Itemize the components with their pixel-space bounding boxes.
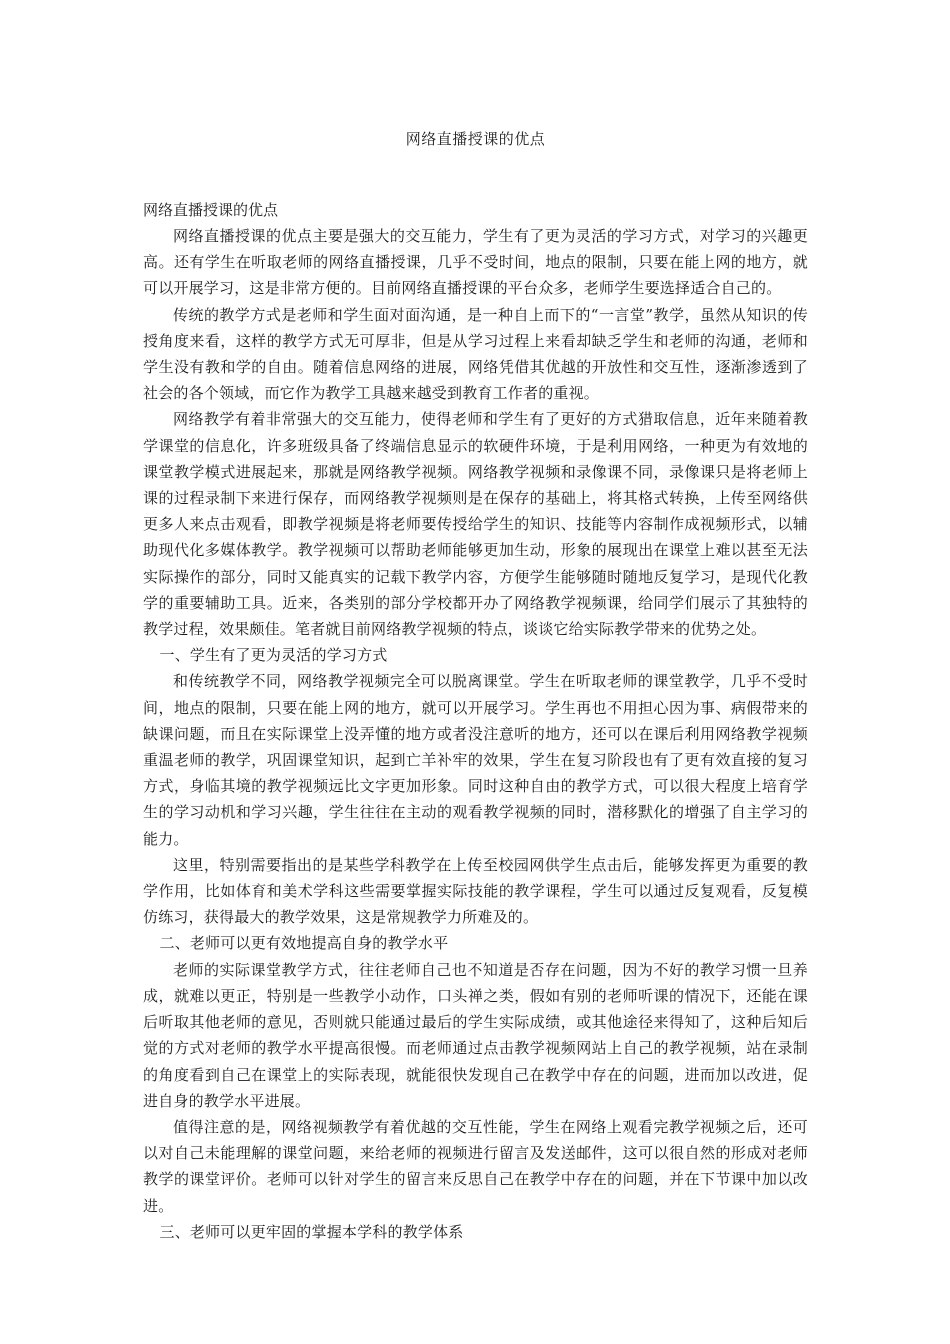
section-heading: 三、老师可以更牢固的掌握本学科的教学体系 bbox=[159, 1222, 464, 1241]
paragraph: 值得注意的是，网络视频教学有着优越的交互性能，学生在网络上观看完教学视频之后，还可以对自己未能理解的课堂问题，来给老师的视频进行留言及发送邮件，这可以很自然的形成对老师教学的课堂评价。老师可以针对学生的留言来反思自己在教学中存在的问题，并在下节课中加以改进。 bbox=[143, 1117, 808, 1215]
paragraph: 这里，特别需要指出的是某些学科教学在上传至校园网供学生点击后，能够发挥更为重要的教学作用，比如体育和美术学科这些需要掌握实际技能的教学课程，学生可以通过反复观看，反复模仿练习，获得最大的教学效果，这是常规教学力所难及的。 bbox=[143, 855, 808, 927]
document-body bbox=[143, 223, 808, 1245]
document-title: 网络直播授课的优点 bbox=[405, 130, 546, 148]
document-subtitle: 网络直播授课的优点 bbox=[143, 201, 279, 219]
section-heading: 一、学生有了更为灵活的学习方式 bbox=[159, 646, 388, 665]
paragraph: 老师的实际课堂教学方式，往往老师自己也不知道是否存在问题，因为不好的教学习惯一旦养成，就难以更正，特别是一些教学小动作，口头禅之类，假如有别的老师听课的情况下，还能在课后听取其他老师的意见，否则就只能通过最后的学生实际成绩，或其他途径来得知了，这种后知后觉的方式对老师的教学水平提高很慢。而老师通过点击教学视频网站上自己的教学视频，站在录制的角度看到自己在课堂上的实际表现，就能很快发现自己在教学中存在的问题，进而加以改进，促进自身的教学水平进展。 bbox=[143, 960, 808, 1110]
paragraph: 网络直播授课的优点主要是强大的交互能力，学生有了更为灵活的学习方式，对学习的兴趣更高。还有学生在听取老师的网络直播授课，几乎不受时间，地点的限制，只要在能上网的地方，就可以开展学习，这是非常方便的。目前网络直播授课的平台众多，老师学生要选择适合自己的。 bbox=[143, 227, 808, 298]
paragraph: 传统的教学方式是老师和学生面对面沟通，是一种自上而下的“一言堂”教学，虽然从知识的传授角度来看，这样的教学方式无可厚非，但是从学习过程上来看却缺乏学生和老师的沟通，老师和学生没有教和学的自由。随着信息网络的进展，网络凭借其优越的开放性和交互性，逐渐渗透到了社会的各个领域，而它作为教学工具越来越受到教育工作者的重视。 bbox=[143, 305, 808, 403]
paragraph: 和传统教学不同，网络教学视频完全可以脱离课堂。学生在听取老师的课堂教学，几乎不受时间，地点的限制，只要在能上网的地方，就可以开展学习。学生再也不用担心因为事、病假带来的缺课问题，而且在实际课堂上没弄懂的地方或者没注意听的地方，还可以在课后利用网络教学视频重温老师的教学，巩固课堂知识，起到亡羊补牢的效果，学生在复习阶段也有了更有效直接的复习方式，身临其境的教学视频远比文字更加形象。同时这种自由的教学方式，可以很大程度上培育学生的学习动机和学习兴趣，学生往往在主动的观看教学视频的同时，潜移默化的增强了自主学习的能力。 bbox=[143, 672, 808, 848]
document-page bbox=[143, 0, 808, 1245]
section-heading: 二、老师可以更有效地提高自身的教学水平 bbox=[159, 934, 449, 953]
paragraph: 网络教学有着非常强大的交互能力，使得老师和学生有了更好的方式猎取信息，近年来随着教学课堂的信息化，许多班级具备了终端信息显示的软硬件环境，于是利用网络，一种更为有效地的课堂教学模式进展起来，那就是网络教学视频。网络教学视频和录像课不同，录像课只是将老师上课的过程录制下来进行保存，而网络教学视频则是在保存的基础上，将其格式转换，上传至网络供更多人来点击观看，即教学视频是将老师要传授给学生的知识、技能等内容制作成视频形式，以辅助现代化多媒体教学。教学视频可以帮助老师能够更加生动，形象的展现出在课堂上难以甚至无法实际操作的部分，同时又能真实的记载下教学内容，方便学生能够随时随地反复学习，是现代化教学的重要辅助工具。近来，各类别的部分学校都开办了网络教学视频课，给同学们展示了其独特的教学过程，效果颇佳。笔者就目前网络教学视频的特点，谈谈它给实际教学带来的优势之处。 bbox=[143, 410, 808, 639]
